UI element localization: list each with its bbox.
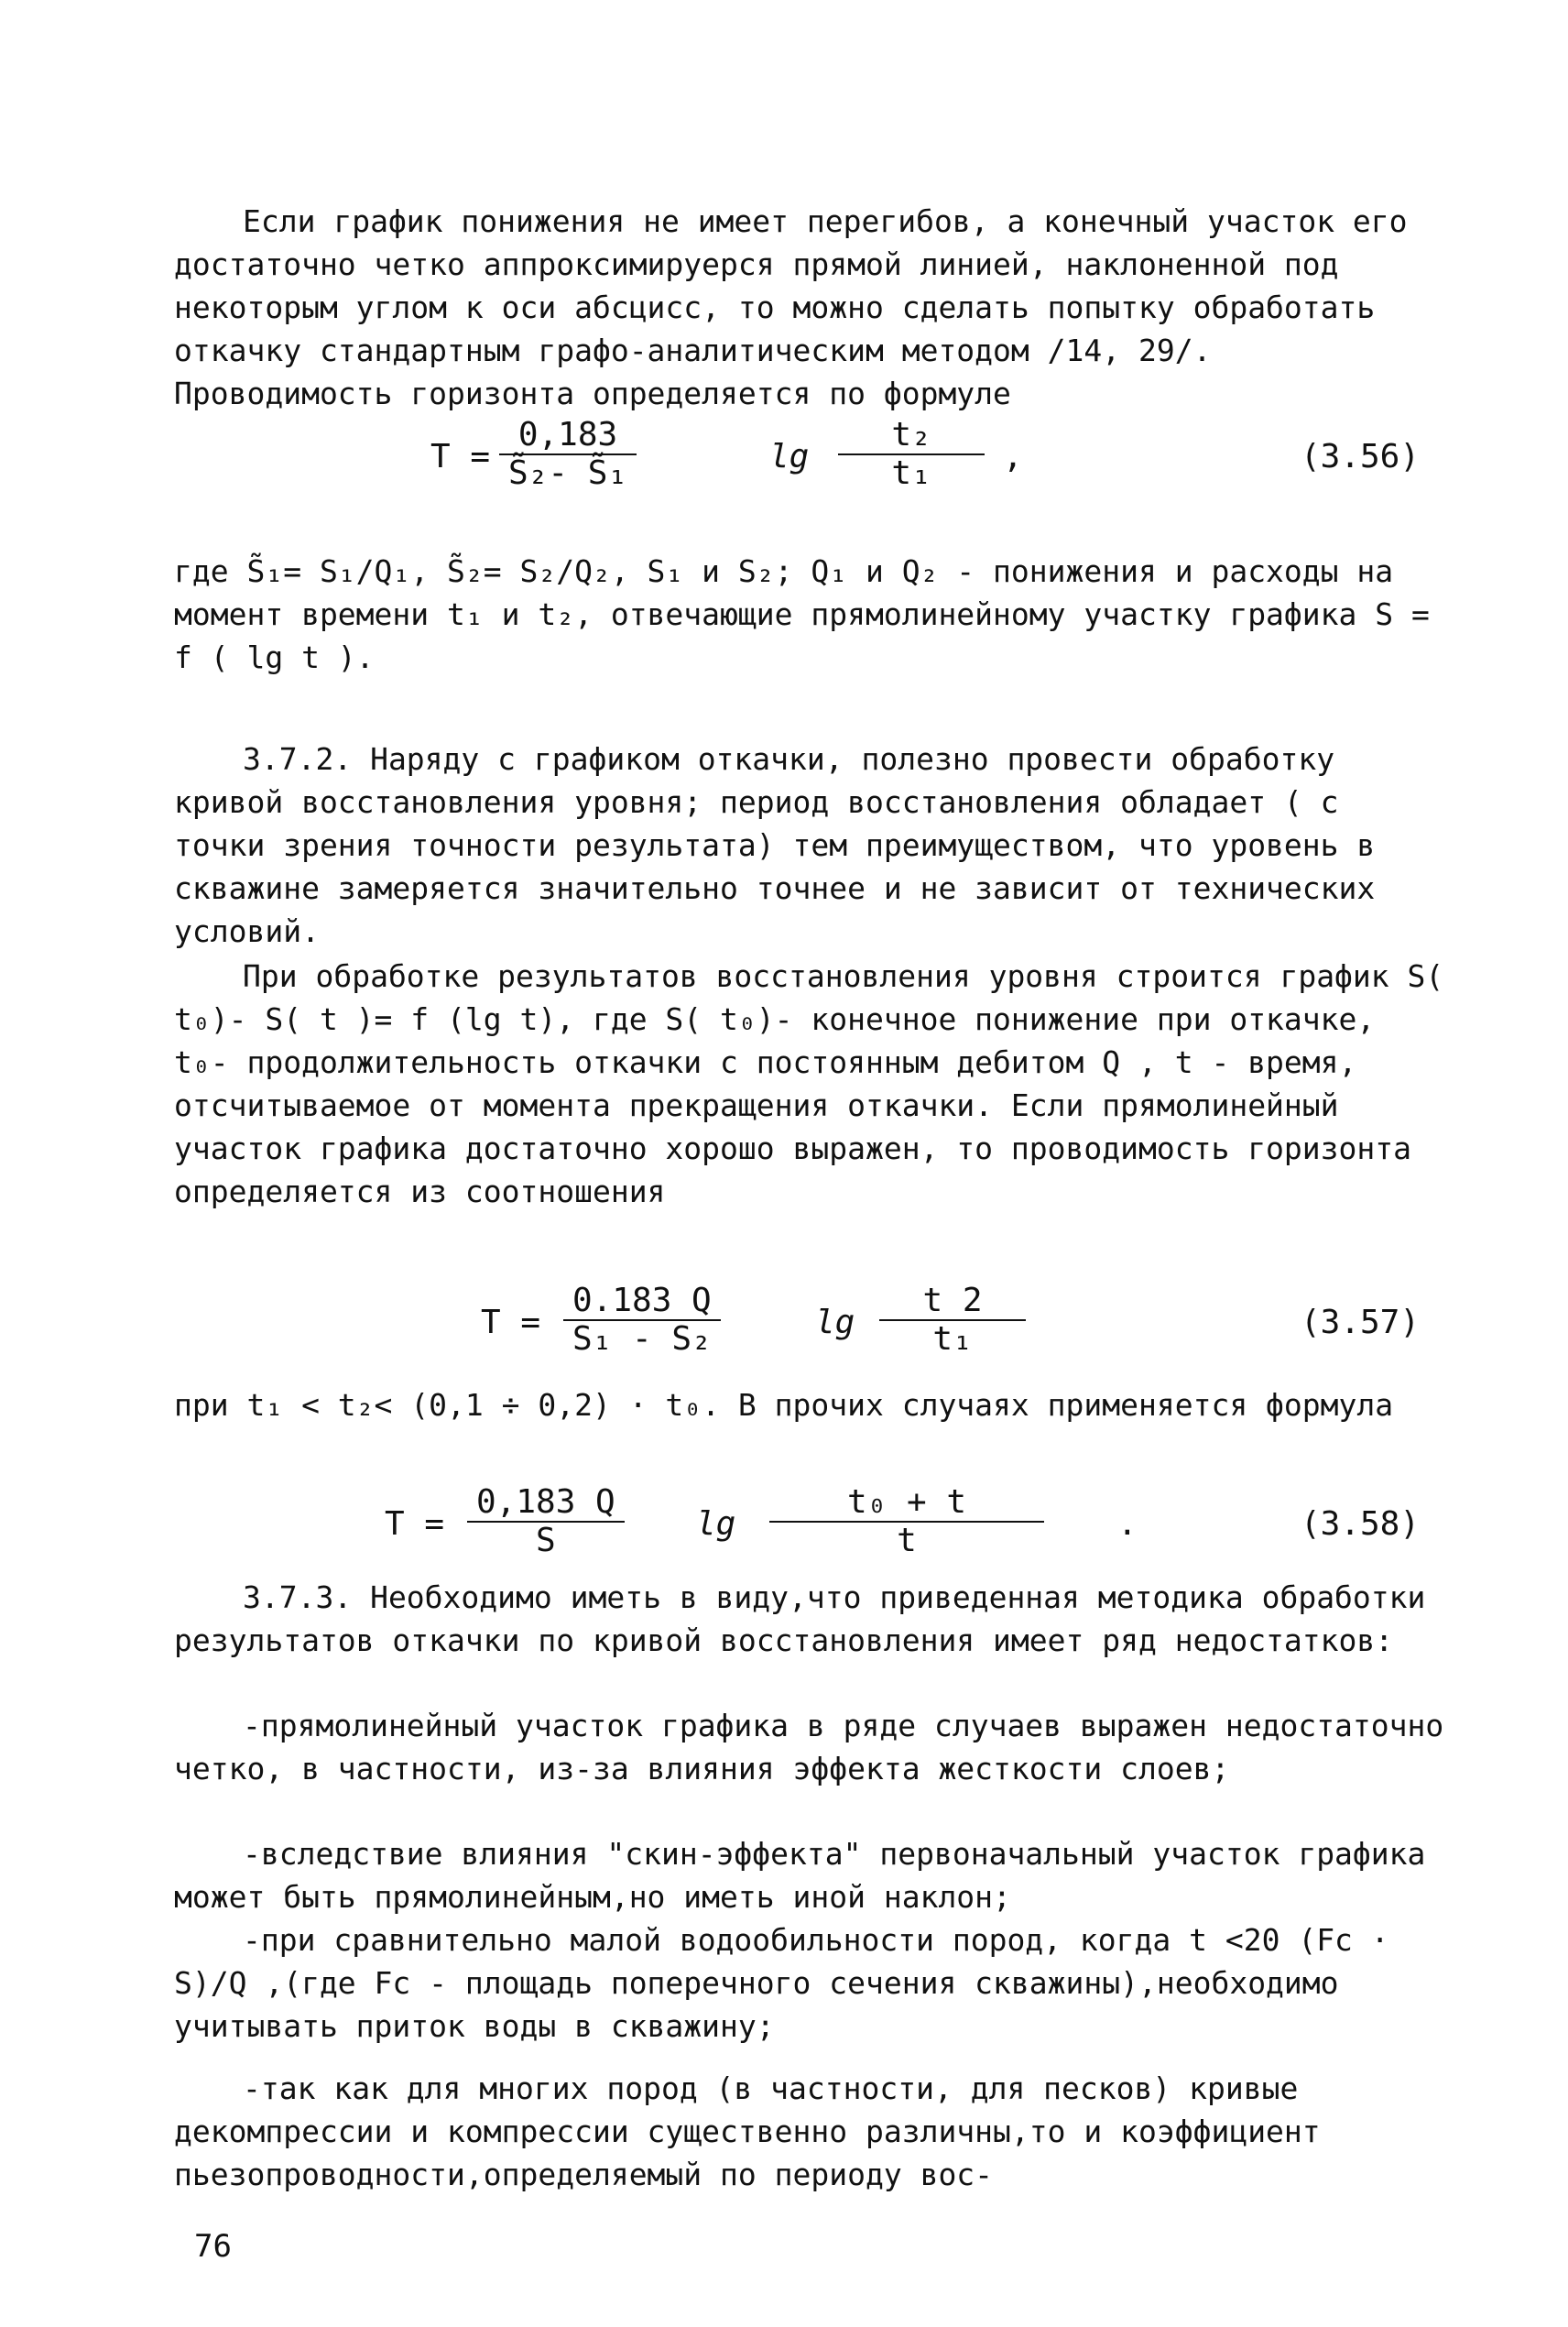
formula-denominator: S̃₂- S̃₁ [508, 454, 628, 492]
equation-number: (3.57) [1300, 1304, 1420, 1341]
equation-number: (3.58) [1300, 1505, 1420, 1543]
formula-fraction [499, 417, 637, 492]
formula-3-58 [174, 1475, 1447, 1576]
log-symbol: lg [696, 1505, 736, 1543]
log-denominator: t₁ [891, 454, 931, 492]
list-item-4: -так как для многих пород (в частности, для песков) кривые декомпрессии и компрессии существенно различны,то и коэффициент пьезопроводности,определяемый по периоду вос- [174, 2070, 1321, 2192]
formula-denominator: S [536, 1522, 556, 1559]
formula-numerator: 0,183 [499, 417, 637, 455]
formula-tail: . [1117, 1505, 1138, 1543]
log-symbol: lg [815, 1304, 855, 1341]
page-number: 76 [194, 2228, 232, 2265]
formula-fraction [467, 1484, 625, 1559]
formula-numerator: 0,183 Q [467, 1484, 625, 1523]
formula-tail: , [1003, 438, 1023, 475]
equation-number: (3.56) [1300, 438, 1420, 475]
formula-fraction [563, 1283, 721, 1358]
log-symbol: lg [769, 438, 810, 475]
formula-numerator: 0.183 Q [563, 1283, 721, 1321]
paragraph-3-7-2: 3.7.2. Наряду с графиком откачки, полезно провести обработку кривой восстановления уровня; период восстановления обладает ( с точки зрения точности результата) тем преимуществом, что уровень в скважине замеряется значительно точнее и не зависит от технических условий. [174, 741, 1376, 949]
formula-lhs: T = [385, 1505, 445, 1543]
paragraph-condition: при t₁ < t₂< (0,1 ÷ 0,2) · t₀. В прочих случаях применяется формула [174, 1387, 1394, 1423]
paragraph-3-7-3: 3.7.3. Необходимо иметь в виду,что приведенная методика обработки результатов откачки по кривой восстановления имеет ряд недостатков: [174, 1579, 1426, 1658]
list-item-2: -вследствие влияния "скин-эффекта" первоначальный участок графика может быть прямолинейным,но иметь иной наклон; [174, 1836, 1426, 1915]
formula-3-57 [174, 1273, 1447, 1374]
log-fraction [879, 1283, 1026, 1358]
paragraph-recovery: При обработке результатов восстановления уровня строится график S( t₀)- S( t )= f (lg t), где S( t₀)- конечное понижение при откачке, t₀- продолжительность откачки с постоянным дебитом Q , t - время, отсчитываемое от момента прекращения откачки. Если прямолинейный участок графика достаточно хорошо выражен, то проводимость горизонта определяется из соотношения [174, 958, 1444, 1209]
formula-denominator: S₁ - S₂ [572, 1320, 712, 1358]
log-fraction [838, 417, 985, 492]
list-item-3: -при сравнительно малой водообильности пород, когда t <20 (Fc · S)/Q ,(где Fc - площадь поперечного сечения скважины),необходимо учитывать приток воды в скважину; [174, 1922, 1389, 2044]
paragraph-where: где S̃₁= S₁/Q₁, S̃₂= S₂/Q₂, S₁ и S₂; Q₁ и Q₂ - понижения и расходы на момент времени t₁ и t₂, отвечающие прямолинейному участку графика S = f ( lg t ). [174, 553, 1430, 675]
log-numerator: t₀ + t [769, 1484, 1044, 1523]
formula-3-56 [174, 408, 1447, 508]
log-fraction [769, 1484, 1044, 1559]
list-item-1: -прямолинейный участок графика в ряде случаев выражен недостаточно четко, в частности, из-за влияния эффекта жесткости слоев; [174, 1708, 1444, 1786]
log-denominator: t₁ [932, 1320, 973, 1358]
formula-lhs: T = [430, 438, 491, 475]
formula-lhs: T = [481, 1304, 541, 1341]
log-numerator: t₂ [838, 417, 985, 455]
paragraph-intro: Если график понижения не имеет перегибов, а конечный участок его достаточно четко аппроксимируерся прямой линией, наклоненной под некоторым углом к оси абсцисс, то можно сделать попытку обработать откачку стандартным графо-аналитическим методом /14, 29/. Проводимость горизонта определяется по формуле [174, 203, 1408, 411]
log-numerator: t 2 [879, 1283, 1026, 1321]
log-denominator: t [897, 1522, 917, 1559]
